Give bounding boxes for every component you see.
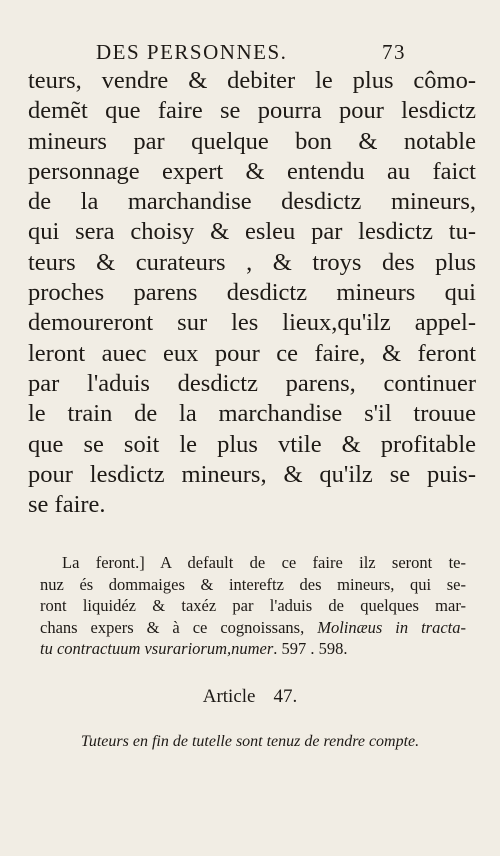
page-number: 73 xyxy=(382,40,406,64)
text-line: par l'aduis desdictz parens, continuer xyxy=(28,369,476,397)
text-line: se faire. xyxy=(28,491,106,519)
note-text: chans expers & à ce cognoissans, xyxy=(40,617,318,637)
text-line: personnage expert & entendu au faict xyxy=(28,157,476,185)
main-text-block xyxy=(28,66,476,520)
text-line: pour lesdictz mineurs, & qu'ilz se puis- xyxy=(28,460,476,488)
running-title: DES PERSONNES. xyxy=(96,40,288,64)
note-line: nuz és dommaiges & intereftz des mineurs, qui se- xyxy=(40,574,466,594)
text-line: mineurs par quelque bon & notable xyxy=(28,127,476,155)
note-text: . 597 . 598. xyxy=(273,639,348,658)
commentary-note xyxy=(40,552,466,660)
text-line: teurs, vendre & debiter le plus cômo- xyxy=(28,67,476,94)
article-heading xyxy=(0,686,500,708)
text-line: demẽt que faire se pourra pour lesdictz xyxy=(28,97,476,125)
citation-text: tu contractuum vsurariorum,numer xyxy=(40,639,274,658)
text-line: que se soit le plus vtile & profitable xyxy=(28,430,476,458)
article-number: 47. xyxy=(273,686,298,707)
text-line: le train de la marchandise s'il trouue xyxy=(28,400,476,428)
note-line xyxy=(40,617,466,639)
article-label: Article xyxy=(202,686,256,707)
running-header xyxy=(96,40,406,65)
text-line: de la marchandise desdictz mineurs, xyxy=(28,188,476,216)
text-line: qui sera choisy & esleu par lesdictz tu- xyxy=(28,218,476,246)
text-line: demoureront sur les lieux,qu'ilz appel- xyxy=(28,309,476,337)
citation-text: Molinæus in tracta- xyxy=(317,617,466,637)
text-line: teurs & curateurs , & troys des plus xyxy=(28,248,476,276)
note-line: ront liquidéz & taxéz par l'aduis de quelques mar- xyxy=(40,596,466,615)
note-line: La feront.] A default de ce faire ilz seront te- xyxy=(62,553,466,572)
note-line xyxy=(40,638,466,660)
text-line: leront auec eux pour ce faire, & feront xyxy=(28,339,476,367)
article-summary: Tuteurs en fin de tutelle sont tenuz de rendre compte. xyxy=(80,733,420,750)
text-line: proches parens desdictz mineurs qui xyxy=(28,279,476,307)
